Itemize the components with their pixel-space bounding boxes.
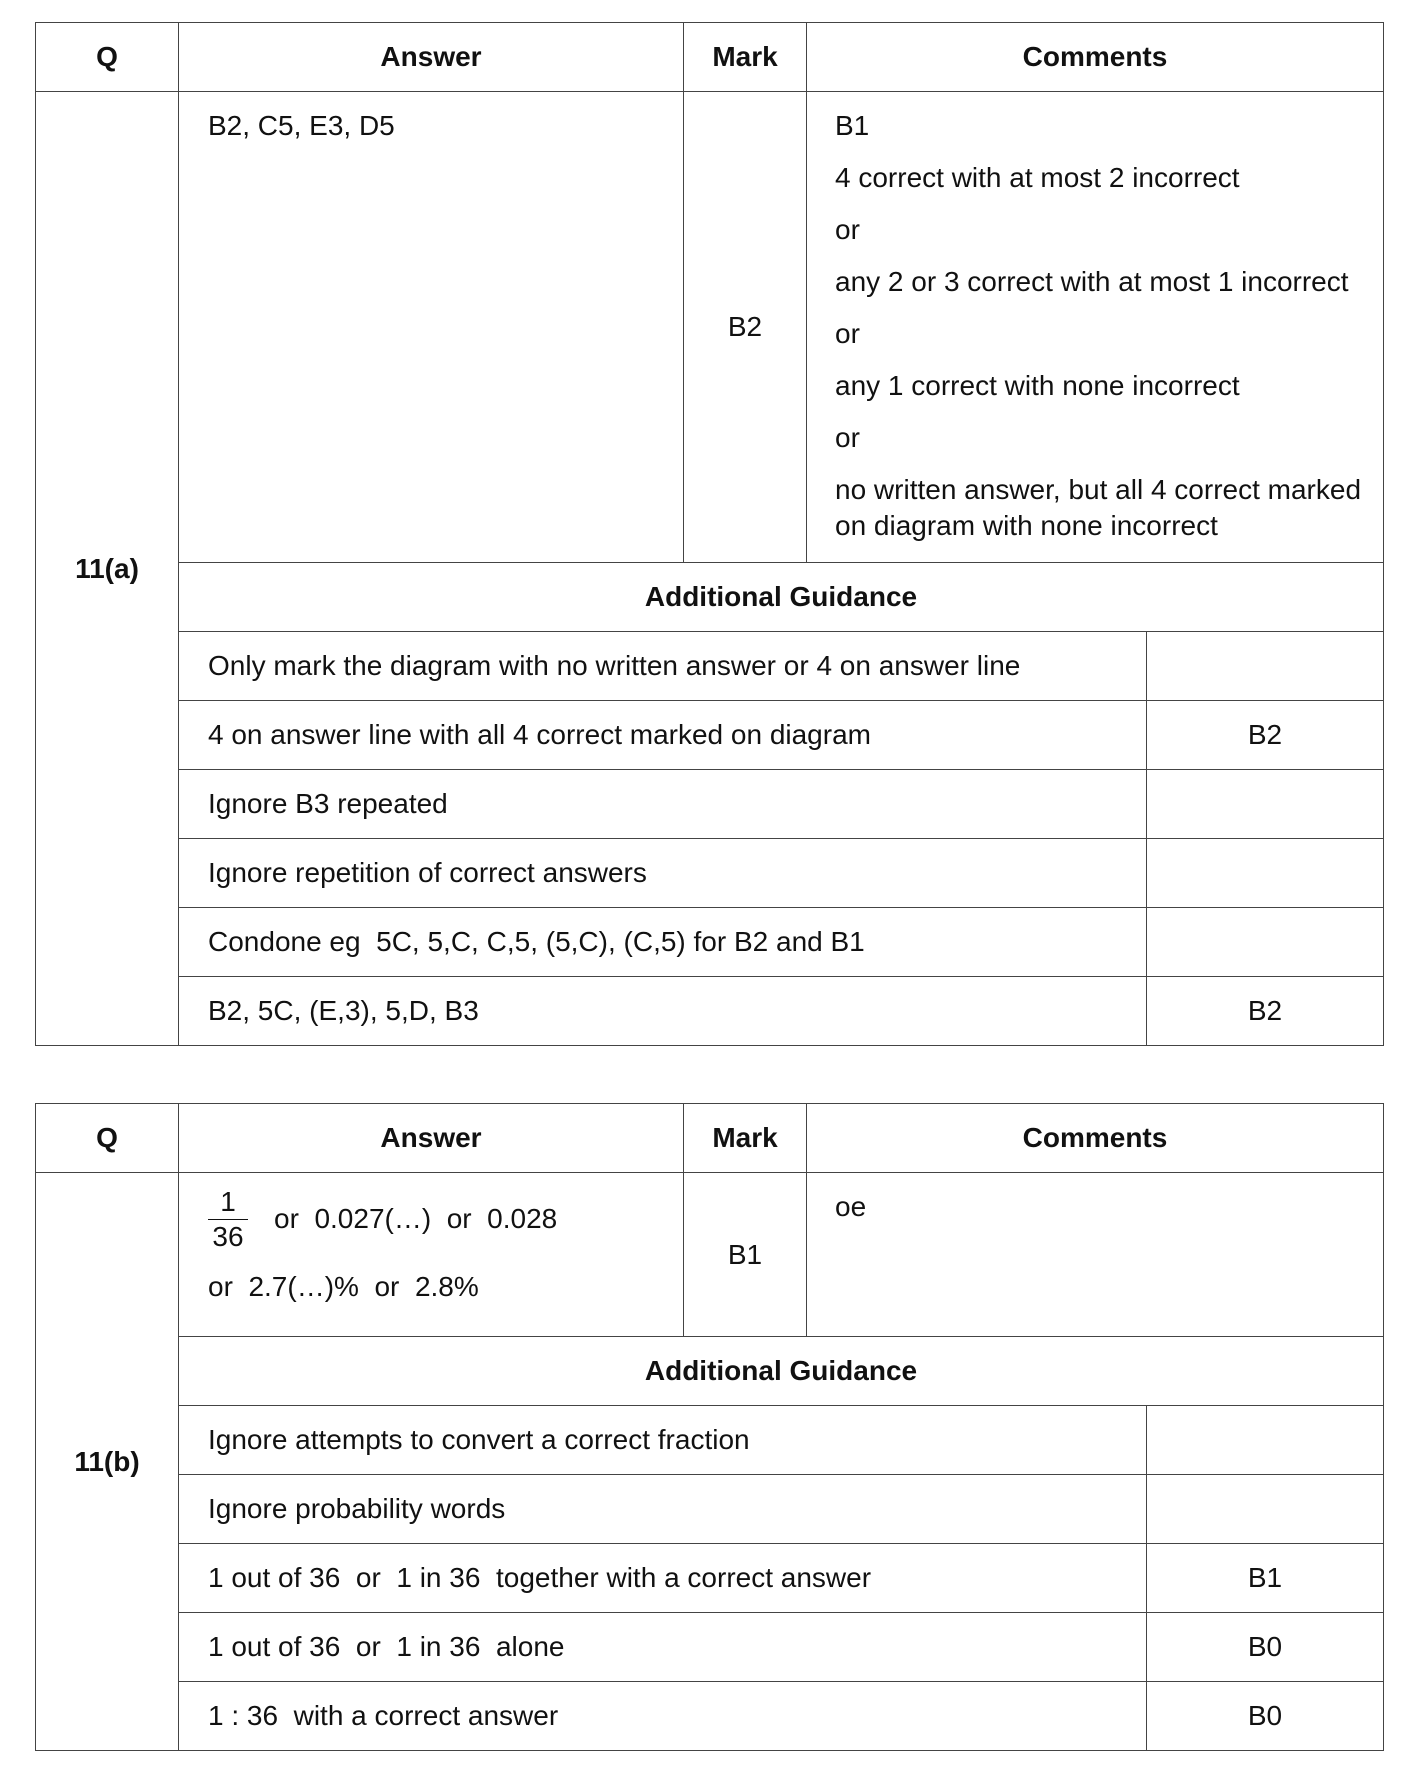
- answer-percent-alternatives: or 2.7(…)% or 2.8%: [208, 1271, 479, 1302]
- guidance-row: [36, 839, 1384, 908]
- guidance-mark: B0: [1147, 1613, 1384, 1682]
- answer-cell: B2, C5, E3, D5: [179, 92, 684, 563]
- mark-cell: B1: [684, 1173, 807, 1337]
- guidance-row: [36, 701, 1384, 770]
- fraction-denominator: 36: [212, 1220, 244, 1252]
- guidance-mark: B2: [1147, 701, 1384, 770]
- guidance-text: Only mark the diagram with no written answer or 4 on answer line: [179, 632, 1147, 701]
- header-answer: Answer: [179, 23, 684, 92]
- mark-cell: B2: [684, 92, 807, 563]
- additional-guidance-heading: Additional Guidance: [179, 563, 1384, 632]
- mark-scheme-table-11b: [35, 1103, 1384, 1751]
- guidance-mark: B2: [1147, 977, 1384, 1046]
- guidance-text: 1 out of 36 or 1 in 36 alone: [179, 1613, 1147, 1682]
- guidance-mark: [1147, 1475, 1384, 1544]
- comment-line: no written answer, but all 4 correct marked on diagram with none incorrect: [835, 474, 1362, 541]
- header-row: [36, 1104, 1384, 1173]
- mark-scheme-table-11a: [35, 22, 1384, 1046]
- guidance-row: [36, 1544, 1384, 1613]
- guidance-mark: [1147, 1406, 1384, 1475]
- guidance-text: 1 out of 36 or 1 in 36 together with a correct answer: [179, 1544, 1147, 1613]
- answer-line: [208, 1179, 683, 1259]
- header-mark: Mark: [684, 23, 807, 92]
- answer-cell: [179, 1173, 684, 1337]
- fraction: [208, 1185, 248, 1254]
- additional-guidance-heading: Additional Guidance: [179, 1337, 1384, 1406]
- guidance-text: 4 on answer line with all 4 correct marked on diagram: [179, 701, 1147, 770]
- guidance-text: Ignore B3 repeated: [179, 770, 1147, 839]
- guidance-row: [36, 1406, 1384, 1475]
- header-q: Q: [36, 23, 179, 92]
- comment-line: oe: [835, 1191, 867, 1222]
- guidance-text: B2, 5C, (E,3), 5,D, B3: [179, 977, 1147, 1046]
- comment-line: or: [835, 214, 860, 245]
- header-mark: Mark: [684, 1104, 807, 1173]
- answer-row: [36, 1173, 1384, 1337]
- guidance-row: [36, 908, 1384, 977]
- guidance-row: [36, 1613, 1384, 1682]
- guidance-text: Ignore repetition of correct answers: [179, 839, 1147, 908]
- question-number: 11(a): [36, 92, 179, 1046]
- guidance-text: Ignore probability words: [179, 1475, 1147, 1544]
- question-number: 11(b): [36, 1173, 179, 1751]
- guidance-text: Condone eg 5C, 5,C, C,5, (5,C), (C,5) for B2 and B1: [179, 908, 1147, 977]
- guidance-mark: [1147, 908, 1384, 977]
- guidance-row: [36, 977, 1384, 1046]
- guidance-row: [36, 1475, 1384, 1544]
- header-comments: Comments: [807, 23, 1384, 92]
- header-row: [36, 23, 1384, 92]
- guidance-row: [36, 770, 1384, 839]
- guidance-mark: [1147, 839, 1384, 908]
- answer-alternatives: or 0.027(…) or 0.028: [274, 1203, 558, 1234]
- header-comments: Comments: [807, 1104, 1384, 1173]
- comment-line: or: [835, 318, 860, 349]
- comments-cell: [807, 1173, 1384, 1337]
- guidance-heading-row: [36, 563, 1384, 632]
- guidance-heading-row: [36, 1337, 1384, 1406]
- comment-line: any 1 correct with none incorrect: [835, 370, 1240, 401]
- header-q: Q: [36, 1104, 179, 1173]
- comment-line: 4 correct with at most 2 incorrect: [835, 162, 1240, 193]
- guidance-mark: B1: [1147, 1544, 1384, 1613]
- comment-line: B1: [835, 110, 870, 141]
- comment-line: or: [835, 422, 860, 453]
- comments-cell: [807, 92, 1384, 563]
- guidance-mark: [1147, 632, 1384, 701]
- guidance-mark: [1147, 770, 1384, 839]
- guidance-text: Ignore attempts to convert a correct fraction: [179, 1406, 1147, 1475]
- comment-line: any 2 or 3 correct with at most 1 incorrect: [835, 266, 1349, 297]
- fraction-numerator: 1: [220, 1185, 236, 1217]
- header-answer: Answer: [179, 1104, 684, 1173]
- answer-row: [36, 92, 1384, 563]
- guidance-mark: B0: [1147, 1682, 1384, 1751]
- guidance-row: [36, 1682, 1384, 1751]
- guidance-row: [36, 632, 1384, 701]
- guidance-text: 1 : 36 with a correct answer: [179, 1682, 1147, 1751]
